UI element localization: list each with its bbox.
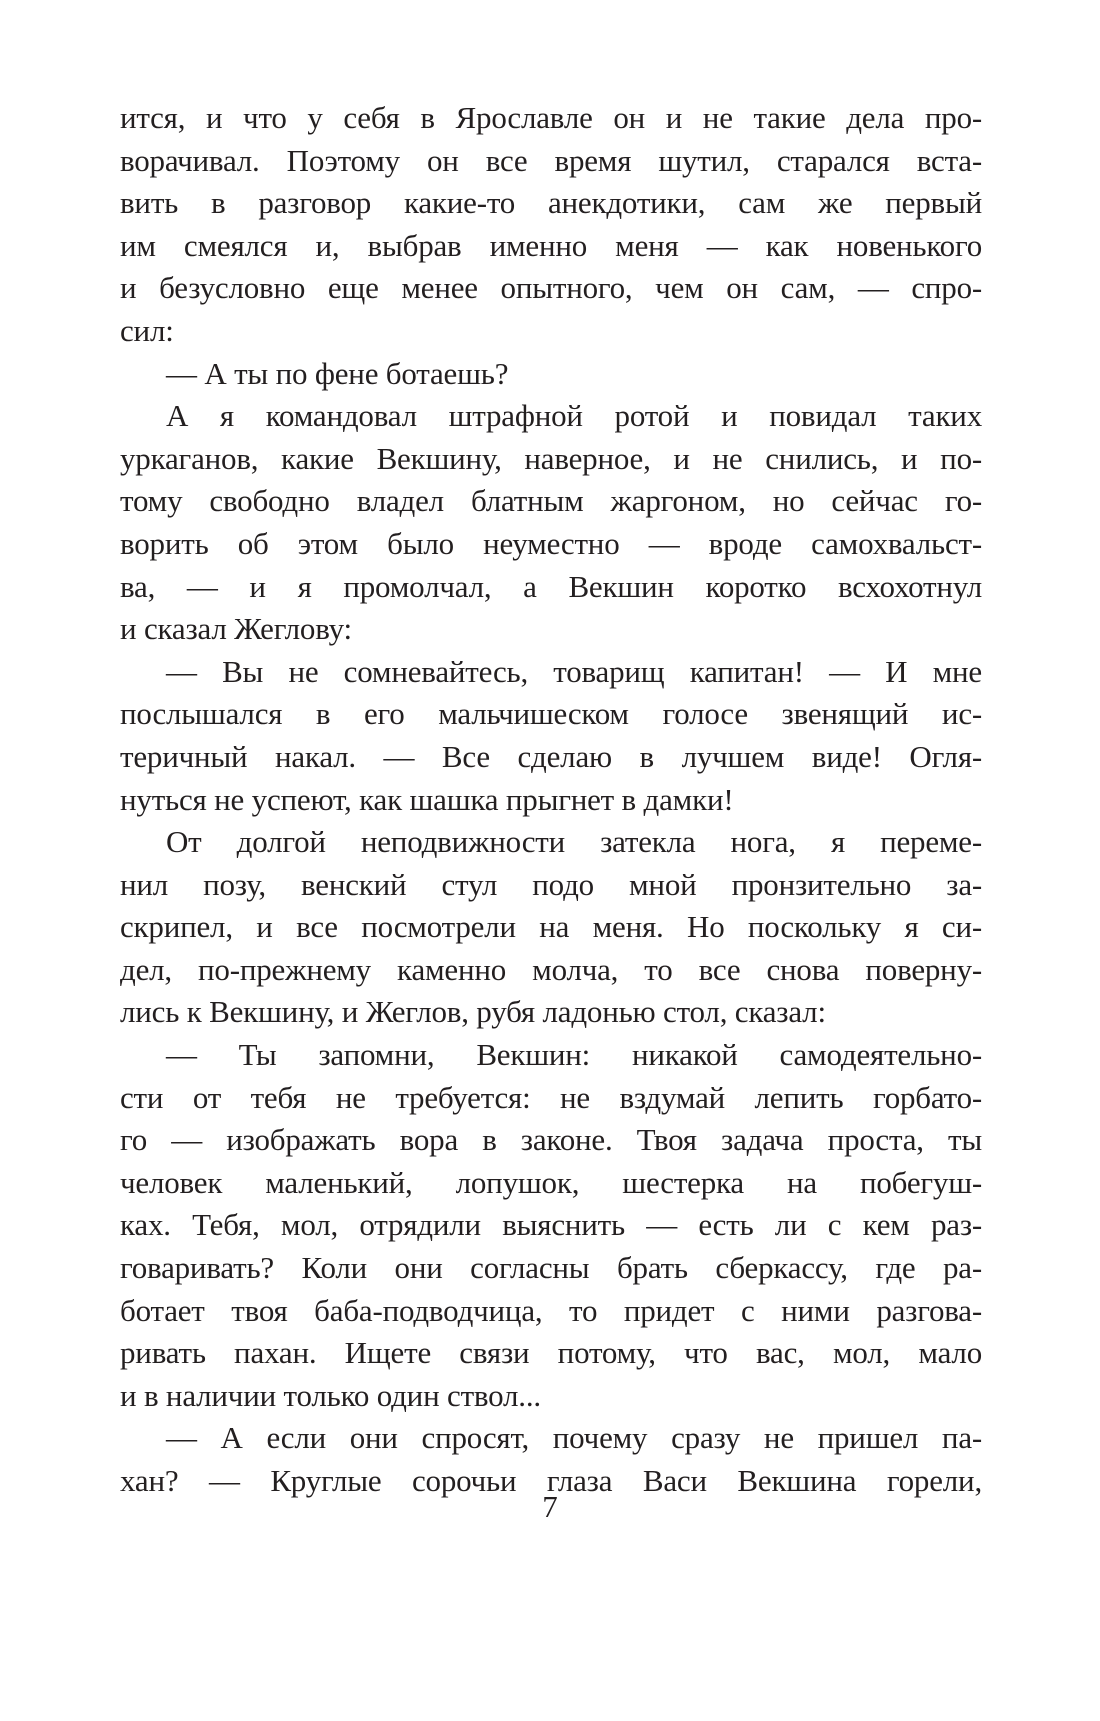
text-line: им смеялся и, выбрав именно меня — как новенького: [120, 227, 982, 263]
paragraph-first-line: — А если они спросят, почему сразу не пришел па-: [166, 1420, 982, 1456]
text-line: ботает твоя баба-подводчица, то придет с ними разгова-: [120, 1292, 982, 1328]
text-line: ится, и что у себя в Ярославле он и не такие дела про-: [120, 100, 982, 135]
text-line: хан? — Круглые сорочьи глаза Васи Векшина горели,: [120, 1463, 982, 1498]
text-line: послышался в его мальчишеском голосе звенящий ис-: [120, 696, 982, 732]
text-line: сил:: [120, 312, 174, 348]
text-line: нил позу, венский стул подо мной пронзительно за-: [120, 866, 982, 902]
text-line: сти от тебя не требуется: не вздумай лепить горбато-: [120, 1079, 982, 1115]
text-line: скрипел, и все посмотрели на меня. Но поскольку я си-: [120, 909, 982, 945]
book-page-text: [120, 97, 982, 1503]
text-line: ках. Тебя, мол, отрядили выяснить — есть ли с кем раз-: [120, 1207, 982, 1243]
text-line: и безусловно еще менее опытного, чем он сам, — спро-: [120, 270, 982, 306]
text-line: го — изображать вора в законе. Твоя задача проста, ты: [120, 1122, 982, 1158]
paragraph-first-line: — А ты по фене ботаешь?: [166, 355, 509, 391]
text-line: тому свободно владел блатным жаргоном, но сейчас го-: [120, 483, 982, 519]
text-line: и в наличии только один ствол...: [120, 1377, 541, 1413]
paragraph-first-line: От долгой неподвижности затекла нога, я переме-: [166, 824, 982, 860]
text-line: ворачивал. Поэтому он все время шутил, старался вста-: [120, 142, 982, 178]
page-number: 7: [542, 1489, 558, 1524]
text-line: ва, — и я промолчал, а Векшин коротко всхохотнул: [120, 568, 982, 604]
text-line: уркаганов, какие Векшину, наверное, и не снились, и по-: [120, 440, 982, 476]
text-line: вить в разговор какие-то анекдотики, сам же первый: [120, 185, 982, 221]
text-line: теричный накал. — Все сделаю в лучшем виде! Огля-: [120, 738, 982, 774]
paragraph-first-line: — Ты запомни, Векшин: никакой самодеятельно-: [166, 1037, 982, 1073]
text-line: говаривать? Коли они согласны брать сберкассу, где ра-: [120, 1250, 982, 1286]
text-line: нуться не успеют, как шашка прыгнет в дамки!: [120, 781, 734, 817]
text-line: ворить об этом было неуместно — вроде самохвальст-: [120, 525, 982, 561]
text-line: человек маленький, лопушок, шестерка на побегуш-: [120, 1164, 982, 1200]
text-line: ривать пахан. Ищете связи потому, что вас, мол, мало: [120, 1335, 982, 1371]
text-line: лись к Векшину, и Жеглов, рубя ладонью стол, сказал:: [120, 994, 826, 1030]
paragraph-first-line: — Вы не сомневайтесь, товарищ капитан! — И мне: [166, 653, 982, 689]
paragraph-first-line: А я командовал штрафной ротой и повидал таких: [166, 398, 982, 434]
text-line: дел, по-прежнему каменно молча, то все снова поверну-: [120, 951, 982, 987]
text-line: и сказал Жеглову:: [120, 611, 352, 647]
